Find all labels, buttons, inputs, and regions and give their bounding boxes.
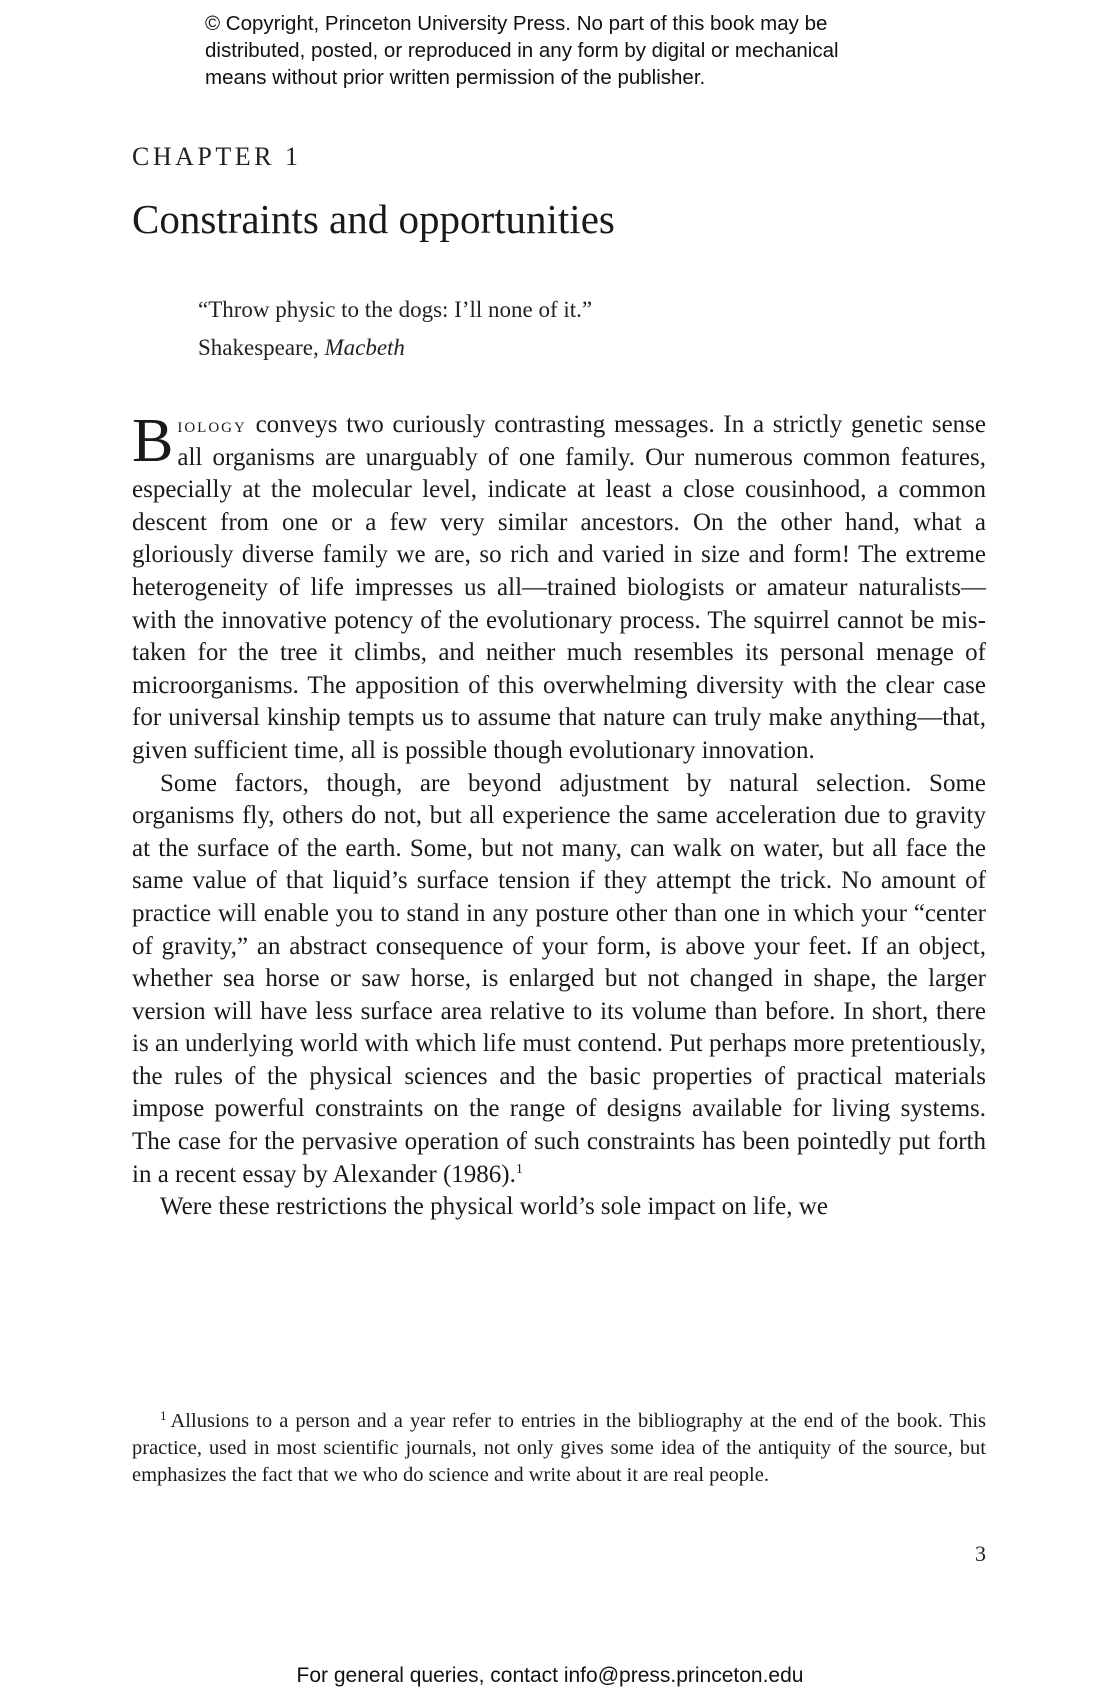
epigraph-work: Macbeth: [324, 335, 405, 360]
paragraph-2-text: Some factors, though, are beyond adjustment by natural selection. Some organisms fly, others do not, but all experience the same acceleration due to gravity at the surface of the earth. Some, but not many, can walk on water, but all face the same value of that liquid’s surface tension if they attempt the trick. No amount of practice will enable you to stand in any posture other than one in which your “center of gravity,” an abstract consequence of your form, is above your feet. If an object, whether sea horse or saw horse, is enlarged but not changed in shape, the larger version will have less surface area relative to its volume than before. In short, there is an underlying world with which life must contend. Put perhaps more pretentiously, the rules of the physical sciences and the basic properties of practical materials impose powerful constraints on the range of designs available for living systems. The case for the pervasive operation of such constraints has been pointedly put forth in a recent essay by Alexander (1986).: [132, 769, 986, 1188]
paragraph-2: [132, 768, 986, 1192]
paragraph-1-text: conveys two curiously contrasting messages. In a strictly genetic sense all organisms are unarguably of one family. Our numerous common features, especially at the molecular level, indicate at least a close cousinhood, a common descent from one or a few very similar ancestors. On the other hand, what a gloriously diverse family we are, so rich and varied in size and form! The extreme heterogeneity of life impresses us all—trained biologists or amateur naturalists—with the innovative potency of the evolutionary process. The squirrel cannot be mistaken for the tree it climbs, and neither much resembles its personal menage of microorganisms. The apposition of this overwhelming diversity with the clear case for universal kinship tempts us to assume that nature can truly make anything—that, given sufficient time, all is possible though evolutionary innovation.: [132, 411, 986, 764]
footnote: [132, 1408, 986, 1489]
epigraph-attribution: [198, 329, 592, 367]
contact-footer: For general queries, contact info@press.princeton.edu: [296, 1664, 804, 1687]
footnote-text: Allusions to a person and a year refer to entries in the bibliography at the end of the book. This practice, used in most scientific journals, not only gives some idea of the antiquity of the source, but emphasizes the fact that we who do science and write about it are real people.: [132, 1410, 986, 1486]
chapter-title: Constraints and opportunities: [132, 196, 615, 242]
epigraph-author: Shakespeare,: [198, 335, 325, 360]
page-number: 3: [975, 1541, 986, 1566]
paragraph-1: [132, 409, 986, 768]
epigraph-quote: “Throw physic to the dogs: I’ll none of it.”: [198, 297, 593, 322]
copyright-line: distributed, posted, or reproduced in any form by digital or mechanical: [205, 39, 839, 62]
drop-cap: B: [132, 407, 174, 475]
body-text: [132, 409, 986, 1224]
chapter-label: CHAPTER 1: [132, 142, 302, 171]
copyright-line: means without prior written permission of the publisher.: [205, 66, 706, 89]
footnote-mark: 1: [160, 1408, 167, 1423]
epigraph: [198, 291, 592, 367]
copyright-line: © Copyright, Princeton University Press. No part of this book may be: [205, 12, 828, 35]
copyright-notice: [205, 10, 925, 91]
paragraph-3: [132, 1191, 986, 1224]
opening-word-smallcaps: iology: [177, 412, 247, 437]
paragraph-3-text: Were these restrictions the physical world’s sole impact on life, we: [160, 1193, 828, 1221]
footnote-reference[interactable]: 1: [515, 1161, 523, 1177]
